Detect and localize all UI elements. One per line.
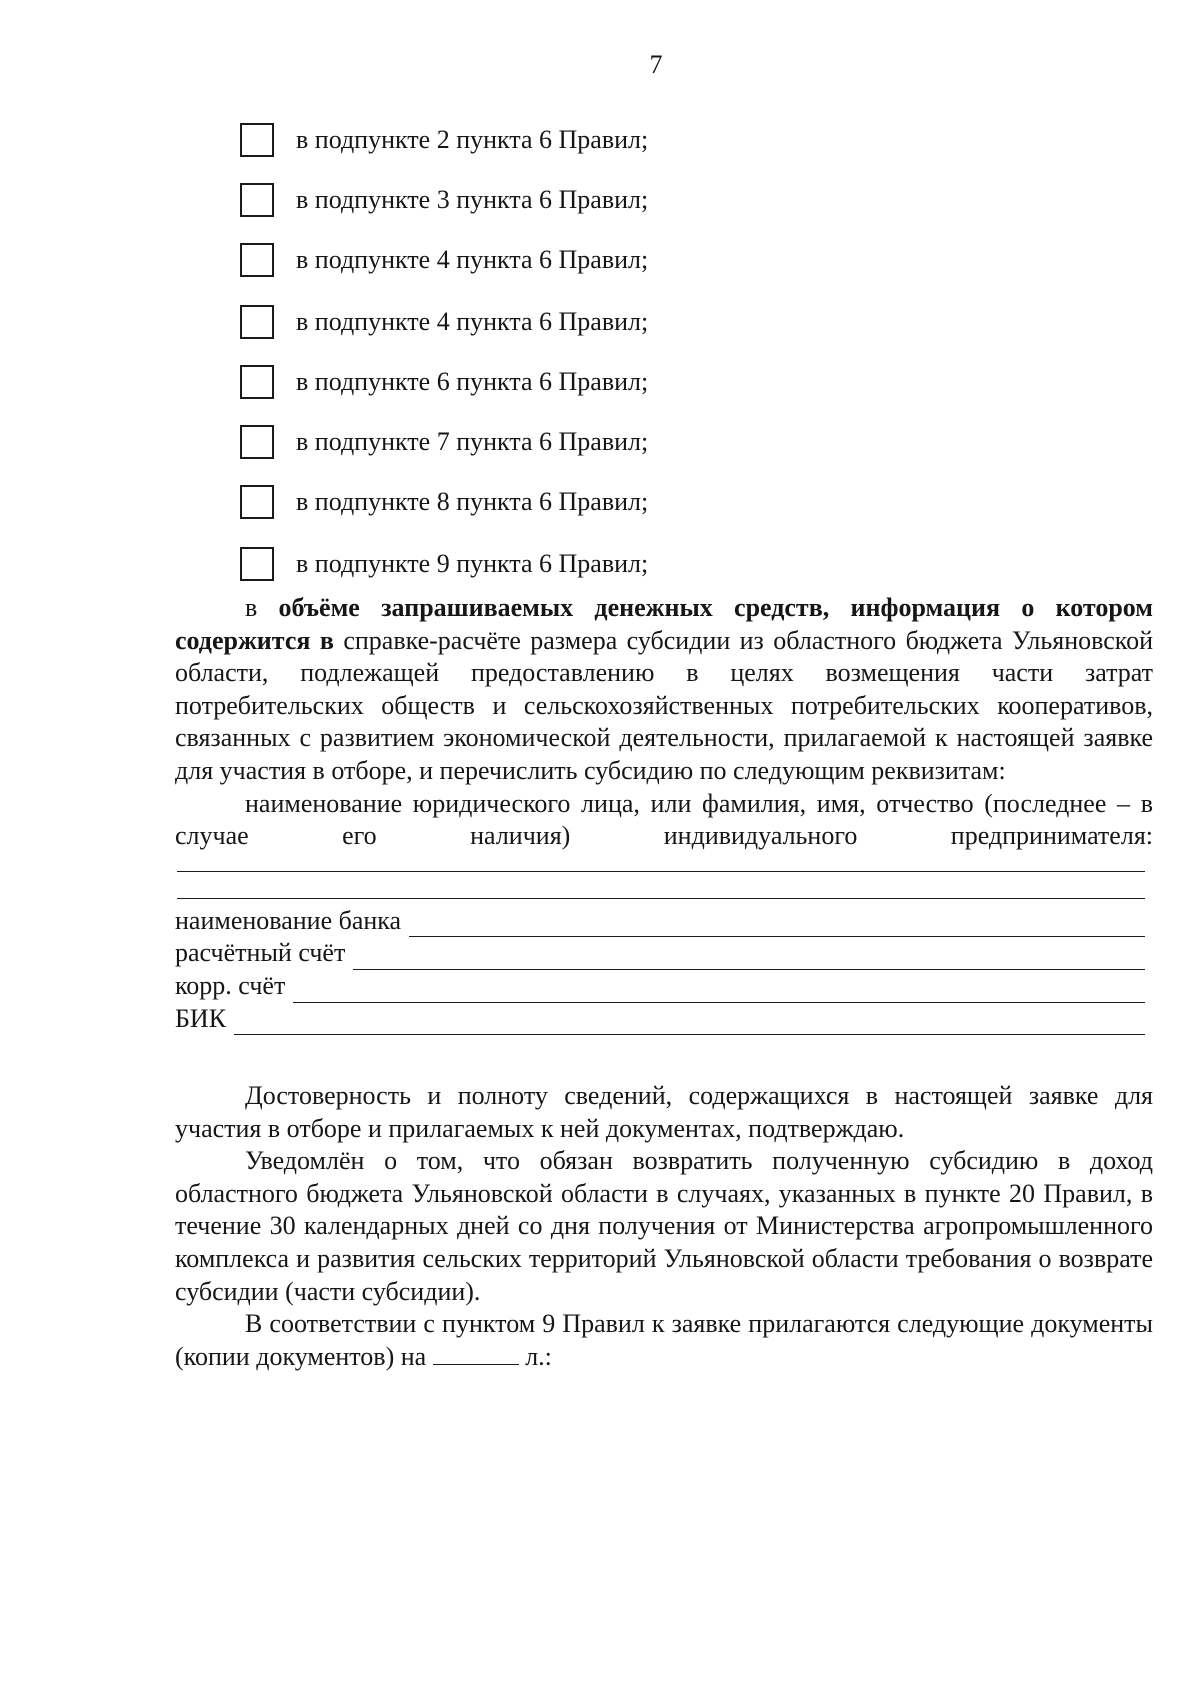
checklist-item-label: в подпункте 3 пункта 6 Правил;	[296, 185, 649, 214]
corr-account-input-line[interactable]	[293, 978, 1145, 1003]
checklist-item	[240, 302, 648, 342]
checklist-item-label: в подпункте 2 пункта 6 Правил;	[296, 125, 649, 154]
checkbox[interactable]	[240, 485, 274, 519]
checklist-item-label: в подпункте 6 пункта 6 Правил;	[296, 367, 649, 396]
checklist-item	[240, 544, 648, 584]
bank-name-input-line[interactable]	[409, 912, 1145, 937]
checkbox[interactable]	[240, 547, 274, 581]
checklist-item	[240, 362, 648, 402]
checklist-item	[240, 482, 648, 522]
checklist-item	[240, 180, 648, 220]
attachments-text: В соответствии с пунктом 9 Правил к заявке прилагаются следующие документы (копии документов) на	[175, 1309, 1153, 1371]
bank-name-field	[175, 905, 1153, 938]
page-number: 7	[649, 50, 663, 79]
attachments-suffix: л.:	[518, 1341, 552, 1371]
payment-details-section	[175, 592, 1153, 1035]
account-input-line[interactable]	[353, 945, 1145, 970]
checkbox[interactable]	[240, 123, 274, 157]
checklist-item-label: в подпункте 7 пункта 6 Правил;	[296, 427, 649, 456]
account-label: расчётный счёт	[175, 938, 346, 968]
volume-lead-in: в	[245, 593, 279, 622]
account-field	[175, 937, 1153, 970]
checkbox[interactable]	[240, 365, 274, 399]
bik-label: БИК	[175, 1003, 227, 1033]
bank-name-label: наименование банка	[175, 905, 402, 935]
confirmation-paragraph: Достоверность и полноту сведений, содержащихся в настоящей заявке для участия в отборе и прилагаемых к ней документах, подтверждаю.	[175, 1081, 1153, 1143]
checklist-item	[240, 120, 648, 160]
corr-account-field	[175, 970, 1153, 1003]
checkbox[interactable]	[240, 425, 274, 459]
checklist-item-label: в подпункте 8 пункта 6 Правил;	[296, 487, 649, 516]
checkbox[interactable]	[240, 305, 274, 339]
volume-bold-text: объёме запрашиваемых денежных средств, информация о котором содержится в	[175, 593, 1154, 655]
declarations-section	[175, 1080, 1153, 1373]
checkbox[interactable]	[240, 183, 274, 217]
bik-field	[175, 1003, 1153, 1036]
entity-name-label: наименование юридического лица, или фамилия, имя, отчество (последнее – в случае его наличия) индивидуального предпринимателя:	[175, 788, 1153, 851]
attachments-paragraph	[175, 1308, 1153, 1373]
checklist-item	[240, 422, 648, 462]
page-count-blank[interactable]	[433, 1342, 519, 1365]
volume-paragraph	[175, 592, 1153, 788]
checklist-item-label: в подпункте 4 пункта 6 Правил;	[296, 245, 649, 274]
checkbox[interactable]	[240, 243, 274, 277]
corr-account-label: корр. счёт	[175, 970, 286, 1000]
volume-rest-text: справке-расчёте размера субсидии из областного бюджета Ульяновской области, подлежащей предоставлению в целях возмещения части затрат потребительских обществ и сельскохозяйственных потребительских кооперативов, связанных с развитием экономической деятельности, прилагаемой к настоящей заявке для участия в отборе, и перечислить субсидию по следующим реквизитам:	[175, 625, 1153, 785]
checklist-item-label: в подпункте 9 пункта 6 Правил;	[296, 549, 649, 578]
checklist-item	[240, 240, 648, 280]
notice-paragraph: Уведомлён о том, что обязан возвратить полученную субсидию в доход областного бюджета Ульяновской области в случаях, указанных в пункте 20 Правил, в течение 30 календарных дней со дня получения от Министерства агропромышленного комплекса и развития сельских территорий Ульяновской области требования о возврате субсидии (части субсидии).	[175, 1146, 1153, 1306]
bik-input-line[interactable]	[234, 1010, 1145, 1035]
checklist-item-label: в подпункте 4 пункта 6 Правил;	[296, 307, 649, 336]
